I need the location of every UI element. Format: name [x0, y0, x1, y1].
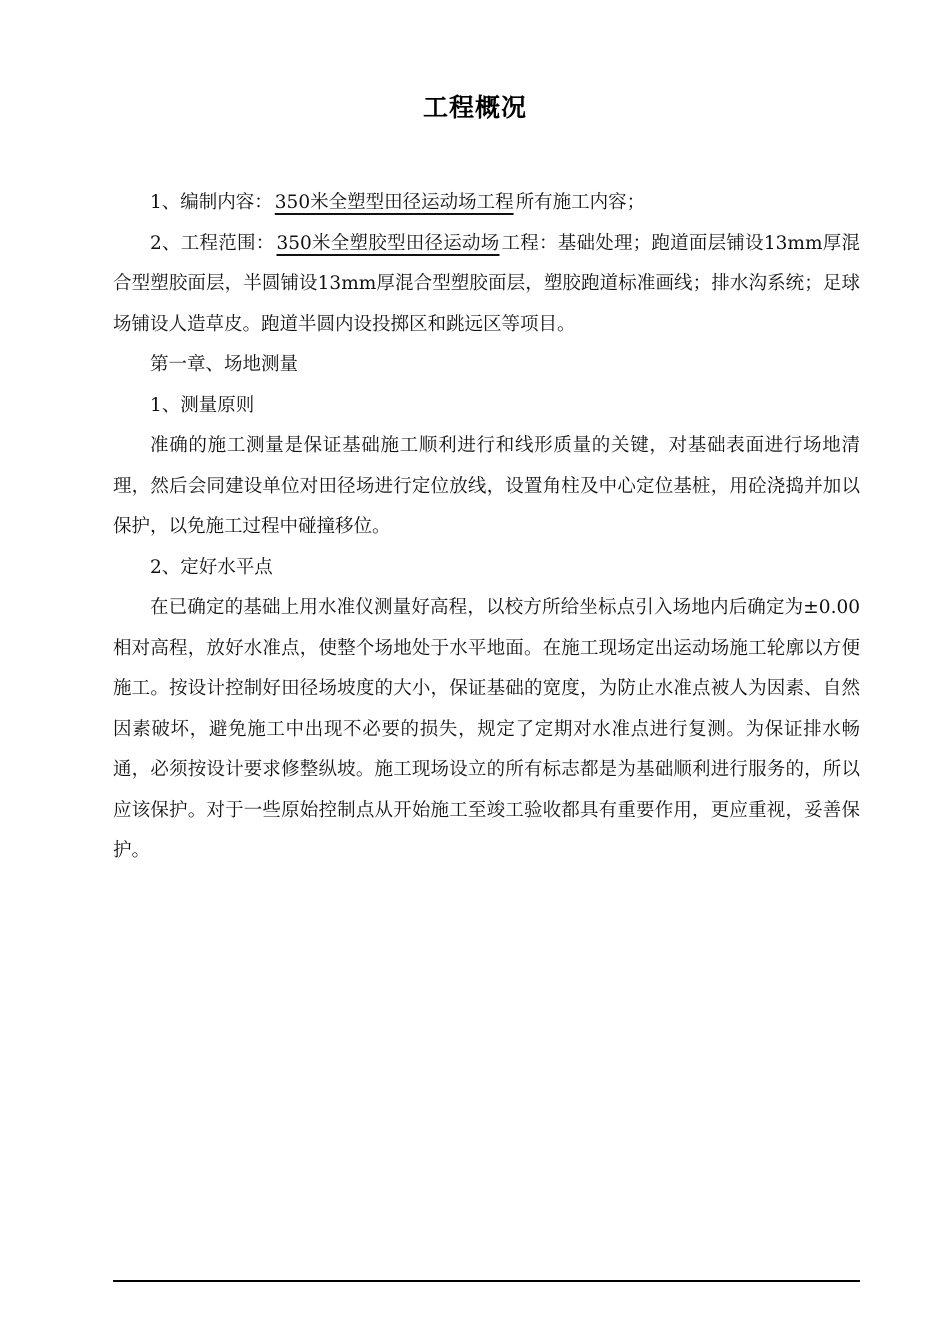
item1-prefix: 1、编制内容：	[150, 192, 273, 213]
footer-divider	[113, 1280, 860, 1282]
scope-item-1	[113, 183, 860, 224]
section-2-heading: 2、定好水平点	[150, 556, 273, 578]
item2-suffix: 工程：基础处理；跑道面层铺设13mm厚混合型塑胶面层，半圆铺设13mm厚混合型塑胶面层，塑胶跑道标准画线；排水沟系统；足球场铺设人造草皮。跑道半圆内设投掷区和跳远区等项目。	[113, 232, 861, 335]
item2-underlined-project: 350米全塑胶型田径运动场	[276, 232, 500, 254]
item1-underlined-project: 350米全塑型田径运动场工程	[274, 192, 514, 213]
section-1-heading: 1、测量原则	[150, 394, 255, 416]
section-1-text: 准确的施工测量是保证基础施工顺利进行和线形质量的关键，对基础表面进行场地清理，然后会同建设单位对田径场进行定位放线，设置角柱及中心定位基桩，用砼浇捣并加以保护，以免施工过程中碰撞移位。	[113, 435, 860, 537]
scope-item-2	[113, 224, 860, 346]
page-title: 工程概况	[422, 93, 527, 122]
chapter-heading: 第一章、场地测量	[150, 354, 299, 375]
document-body	[113, 183, 860, 872]
item2-prefix: 2、工程范围：	[150, 232, 275, 254]
section-2-text: 在已确定的基础上用水准仪测量好高程，以校方所给坐标点引入场地内后确定为±0.00相对高程，放好水准点，使整个场地处于水平地面。在施工现场定出运动场施工轮廓以方便施工。按设计控制好田径场坡度的大小，保证基础的宽度，为防止水准点被人为因素、自然因素破坏，避免施工中出现不必要的损失，规定了定期对水准点进行复测。为保证排水畅通，必须按设计要求修整纵坡。施工现场设立的所有标志都是为基础顺利进行服务的，所以应该保护。对于一些原始控制点从开始施工至竣工验收都具有重要作用，更应重视，妥善保护。	[113, 597, 860, 861]
item1-suffix: 所有施工内容；	[515, 192, 646, 213]
